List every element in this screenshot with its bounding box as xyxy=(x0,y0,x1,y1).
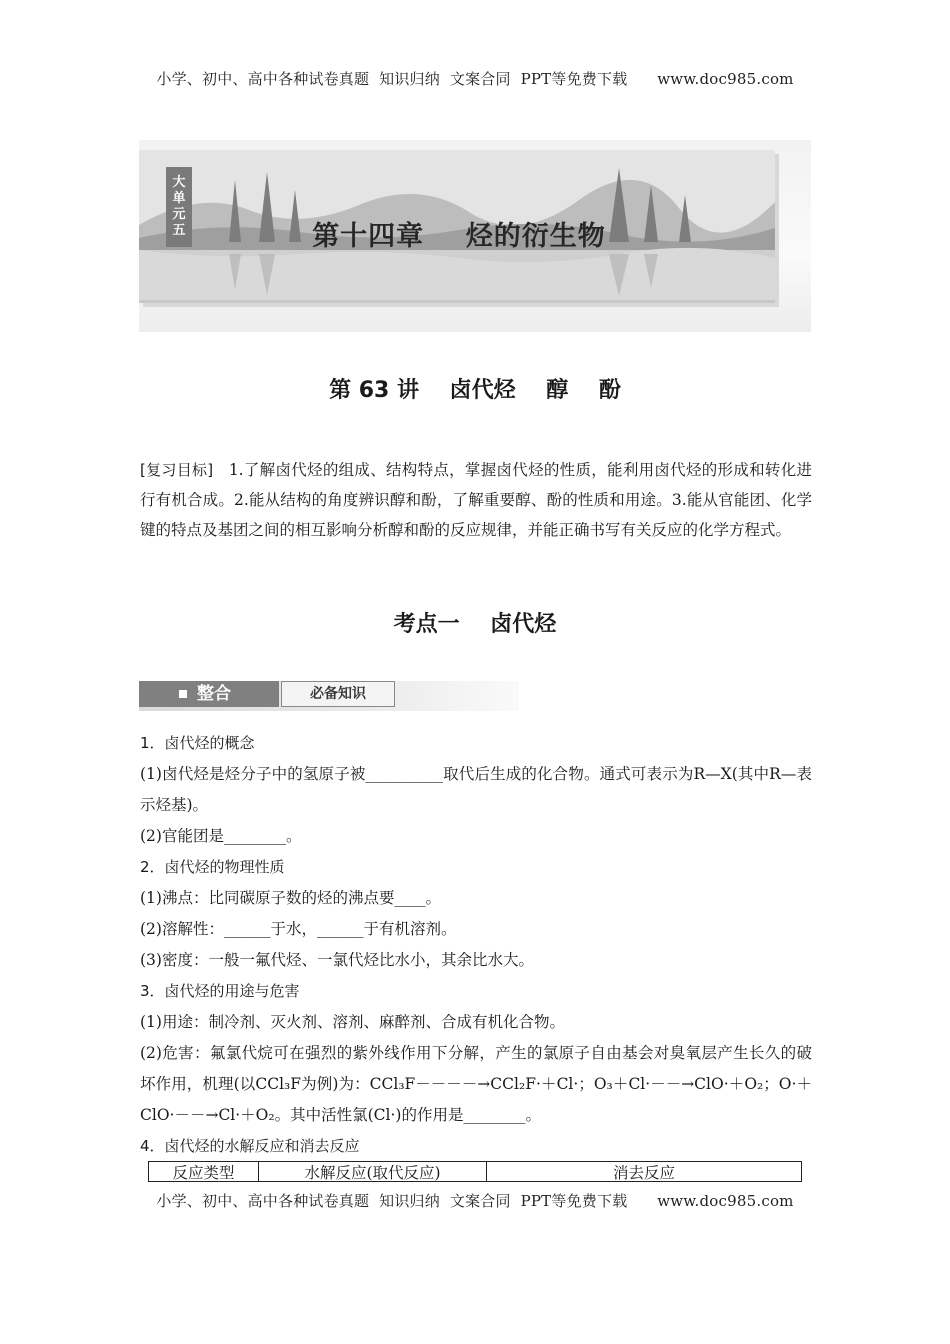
lecture-title: 第 63 讲 卤代烃 醇 酚 xyxy=(329,378,621,403)
content-body xyxy=(140,728,812,1162)
bar-dark-segment xyxy=(139,681,279,707)
chapter-title: 第十四章 烃的衍生物 xyxy=(312,221,606,252)
page-header: 小学、初中、高中各种试卷真题 知识归纳 文案合同 PPT等免费下载 www.doc985.com xyxy=(156,70,794,88)
page-footer: 小学、初中、高中各种试卷真题 知识归纳 文案合同 PPT等免费下载 www.doc985.com xyxy=(156,1192,794,1210)
table-header-cell: 反应类型 xyxy=(149,1162,259,1181)
banner-image xyxy=(139,150,775,303)
paragraph: (1)沸点：比同碳原子数的烃的沸点要____。 xyxy=(140,889,441,907)
table-header-cell: 消去反应 xyxy=(612,1164,675,1182)
square-icon xyxy=(179,690,187,698)
unit-tag-char: 大 xyxy=(172,175,186,190)
chapter-banner xyxy=(139,140,811,332)
paragraph: (1)卤代烃是烃分子中的氢原子被__________取代后生成的化合物。通式可表示为R—X(其中R—表示烃基)。 xyxy=(140,765,812,814)
bar-light-label: 必备知识 xyxy=(281,681,395,707)
bar-dark-label: 整合 xyxy=(197,684,231,704)
unit-tag-char: 五 xyxy=(172,223,186,238)
objective-tag: [复习目标] xyxy=(140,461,214,479)
table-header-cell: 水解反应(取代反应) xyxy=(259,1162,487,1181)
objective-text: 1.了解卤代烃的组成、结构特点，掌握卤代烃的性质，能利用卤代烃的形成和转化进行有机合成。2.能从结构的角度辨识醇和酚，了解重要醇、酚的性质和用途。3.能从官能团、化学键的特点及基团之间的相互影响分析醇和酚的反应规律，并能正确书写有关反应的化学方程式。 xyxy=(140,461,812,539)
heading-concept: 1．卤代烃的概念 xyxy=(140,734,255,752)
paragraph: (2)溶解性：______于水，______于有机溶剂。 xyxy=(140,920,457,938)
heading-reactions: 4．卤代烃的水解反应和消去反应 xyxy=(140,1137,360,1155)
heading-uses-hazards: 3．卤代烃的用途与危害 xyxy=(140,982,300,1000)
paragraph: (2)官能团是________。 xyxy=(140,827,302,845)
unit-tag-char: 单 xyxy=(172,191,186,206)
paragraph: (1)用途：制冷剂、灭火剂、溶剂、麻醉剂、合成有机化合物。 xyxy=(140,1013,565,1031)
heading-physical-properties: 2．卤代烃的物理性质 xyxy=(140,858,285,876)
paragraph: (3)密度：一般一氟代烃、一氯代烃比水小，其余比水大。 xyxy=(140,951,534,969)
reaction-table-header xyxy=(148,1161,802,1182)
unit-tag-char: 元 xyxy=(172,207,186,222)
section-title: 考点一 卤代烃 xyxy=(393,612,557,637)
paragraph: (2)危害：氟氯代烷可在强烈的紫外线作用下分解，产生的氯原子自由基会对臭氧层产生长久的破坏作用，机理(以CCl₃F为例)为：CCl₃F－－－－→CCl₂F·＋Cl·；O₃＋Cl·－－→ClO·＋O₂；O·＋ClO·－－→Cl·＋O₂。其中活性氯(Cl·)的作用是________。 xyxy=(140,1044,812,1124)
review-objectives xyxy=(140,455,812,545)
integration-bar xyxy=(139,681,519,711)
